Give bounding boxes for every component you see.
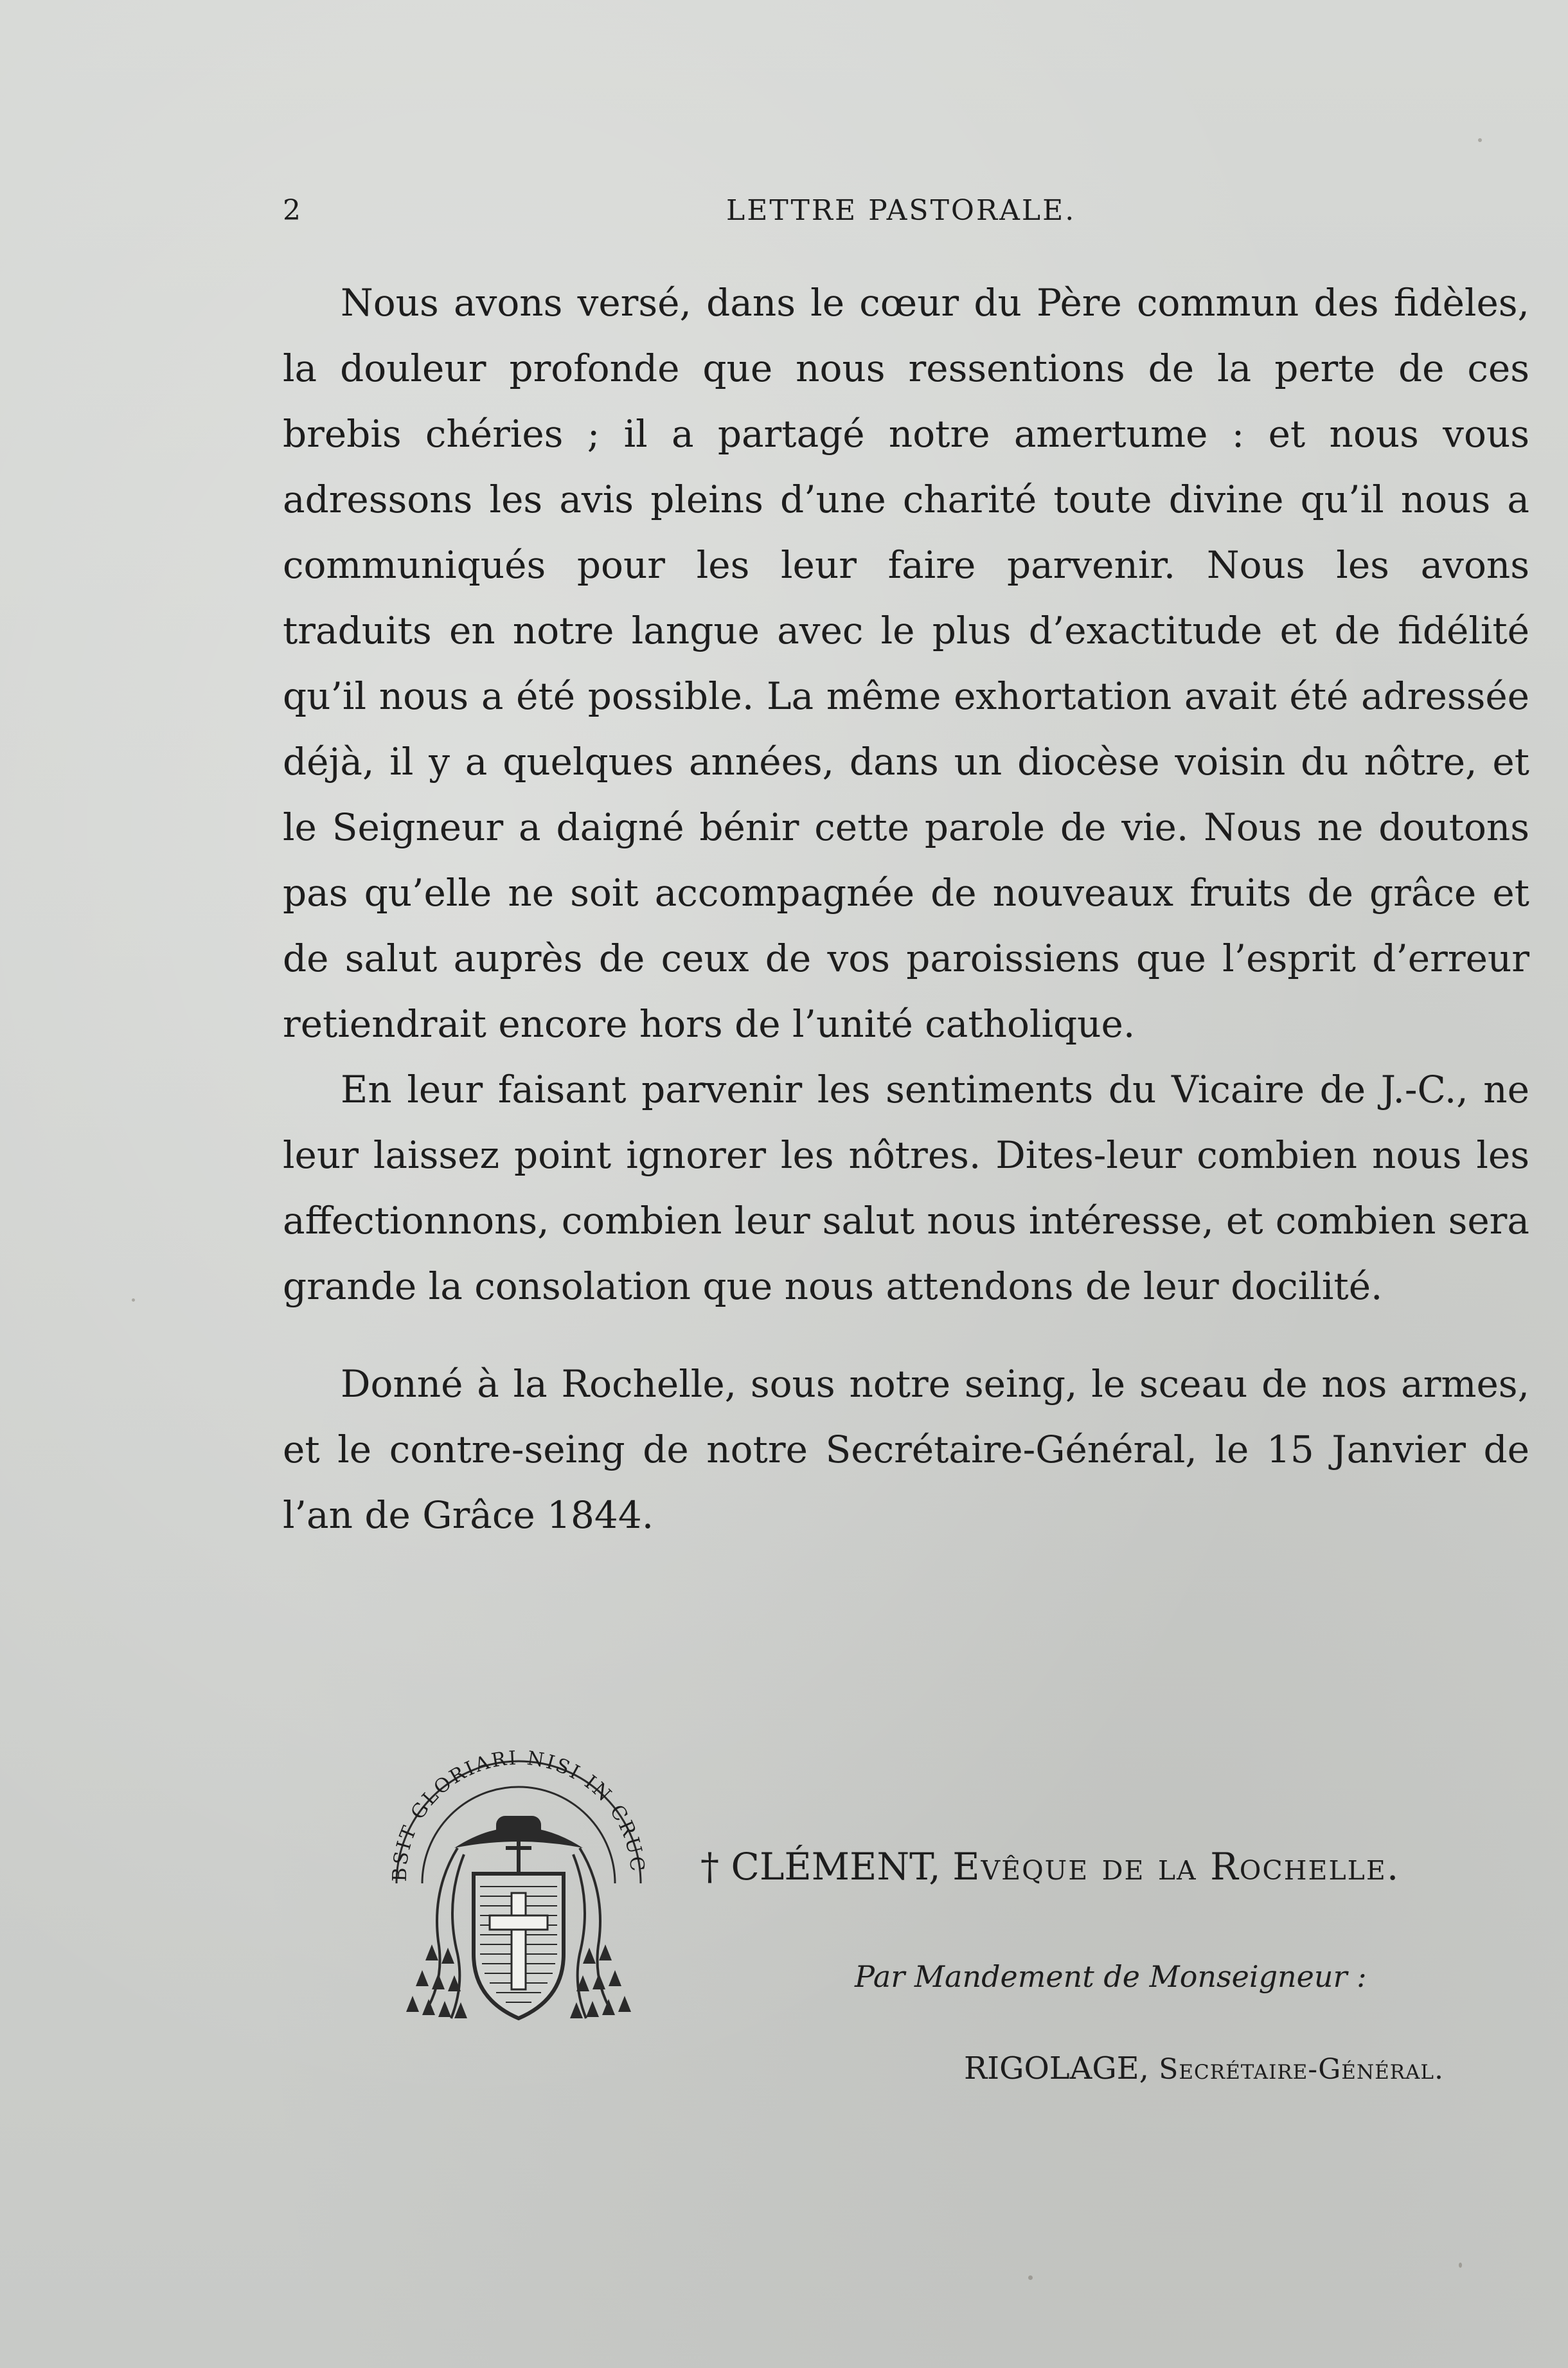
coat-of-arms-icon (368, 1710, 670, 2044)
secretary-signature (964, 2050, 1444, 2086)
seal-graphic (368, 1710, 670, 2044)
mandement-line: Par Mandement de Monseigneur : (855, 1959, 1367, 1994)
paper-speck (1028, 2275, 1033, 2280)
paper-speck (1459, 2263, 1462, 2268)
paper-speck (132, 1298, 135, 1302)
paper-speck (1478, 138, 1482, 142)
paragraph-3: Donné à la Rochelle, sous notre seing, le sceau de nos armes, et le contre-seing de notre Secrétaire-Général, le 15 Janvier de l’an de Grâce 1844. (283, 1362, 1529, 1537)
secretary-name: RIGOLAGE, (964, 2050, 1149, 2086)
secretary-title: Secrétaire-Général. (1159, 2053, 1444, 2086)
seal-motto: BSIT GLORIARI NISI IN CRUC (388, 1746, 649, 1882)
page-header (283, 194, 1529, 239)
bishop-signature (700, 1845, 1536, 1888)
bishop-title: Evêque de la Rochelle. (952, 1845, 1400, 1888)
cross-mark: † (700, 1845, 719, 1888)
body-text (283, 270, 1529, 1548)
svg-text:ABSIT GLORIARI NISI IN CRUCE. (368, 1710, 648, 1882)
paragraph-1: Nous avons versé, dans le cœur du Père commun des fidèles, la douleur profonde que nous ressentions de la perte de ces brebis chéries ; il a partagé notre amertume : et nous vous adressons les avis pleins d’une charité toute divine qu’il nous a communiqués pour les leur faire parvenir. Nous les avons traduits en notre langue avec le plus d’exactitude et de fidélité qu’il nous a été possible. La même exhortation avait été adressée déjà, il y a quelques années, dans un diocèse voisin du nôtre, et le Seigneur a daigné bénir cette parole de vie. Nous ne doutons pas qu’elle ne soit accompagnée de nouveaux fruits de grâce et de salut auprès de ceux de vos paroissiens que l’esprit d’erreur retiendrait encore hors de l’unité catholique. (283, 281, 1529, 1046)
page-number: 2 (283, 194, 301, 227)
paragraph-2: En leur faisant parvenir les sentiments du Vicaire de J.-C., ne leur laissez point ignorer les nôtres. Dites-leur combien nous les affectionnons, combien leur salut nous intéresse, et combien sera grande la consolation que nous attendons de leur docilité. (283, 1068, 1529, 1308)
bishop-name: CLÉMENT, (731, 1845, 941, 1888)
running-title: LETTRE PASTORALE. (726, 194, 1076, 227)
